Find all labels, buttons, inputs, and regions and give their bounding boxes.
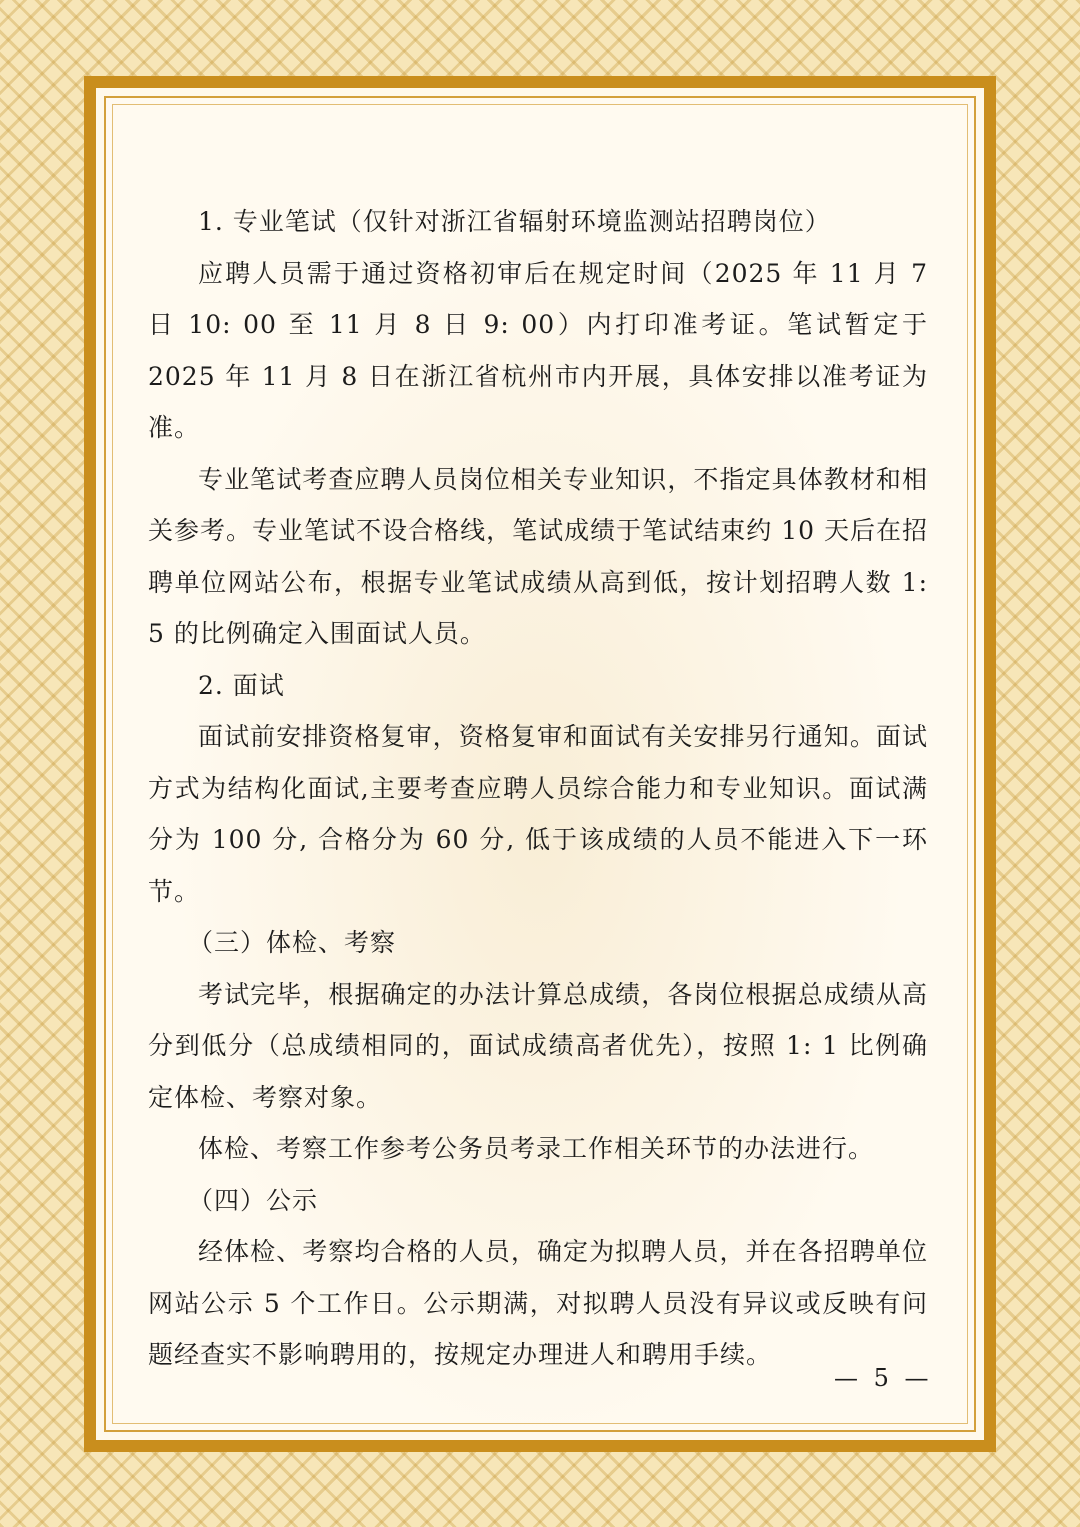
section-heading-physical-exam: （三）体检、考察 xyxy=(188,928,397,957)
paragraph: 应聘人员需于通过资格初审后在规定时间（2025 年 11 月 7 日 10: 00 至 11 月 8 日 9: 00）内打印准考证。笔试暂定于 2025 年 11 月 8 日在浙江省杭州市内开展，具体安排以准考证为准。 xyxy=(148,258,928,442)
document-body xyxy=(148,196,928,1381)
section-heading-interview: 2. 面试 xyxy=(198,670,285,700)
page-number: — 5 — xyxy=(834,1364,933,1392)
paragraph: 体检、考察工作参考公务员考录工作相关环节的办法进行。 xyxy=(198,1134,875,1163)
section-heading-publicity: （四）公示 xyxy=(188,1185,319,1215)
paragraph: 专业笔试考查应聘人员岗位相关专业知识，不指定具体教材和相关参考。专业笔试不设合格线，笔试成绩于笔试结束约 10 天后在招聘单位网站公布，根据专业笔试成绩从高到低，按计划招聘人数 1: 5 的比例确定入围面试人员。 xyxy=(148,464,928,648)
paragraph: 经体检、考察均合格的人员，确定为拟聘人员，并在各招聘单位网站公示 5 个工作日。公示期满，对拟聘人员没有异议或反映有问题经查实不影响聘用的，按规定办理进人和聘用手续。 xyxy=(148,1237,928,1369)
paragraph: 面试前安排资格复审，资格复审和面试有关安排另行通知。面试方式为结构化面试,主要考查应聘人员综合能力和专业知识。面试满分为 100 分, 合格分为 60 分, 低于该成绩的人员不能进入下一环节。 xyxy=(148,722,928,906)
section-heading-written-exam: 1. 专业笔试（仅针对浙江省辐射环境监测站招聘岗位） xyxy=(198,207,831,236)
paragraph: 考试完毕，根据确定的办法计算总成绩，各岗位根据总成绩从高分到低分（总成绩相同的，面试成绩高者优先），按照 1: 1 比例确定体检、考察对象。 xyxy=(148,979,928,1112)
